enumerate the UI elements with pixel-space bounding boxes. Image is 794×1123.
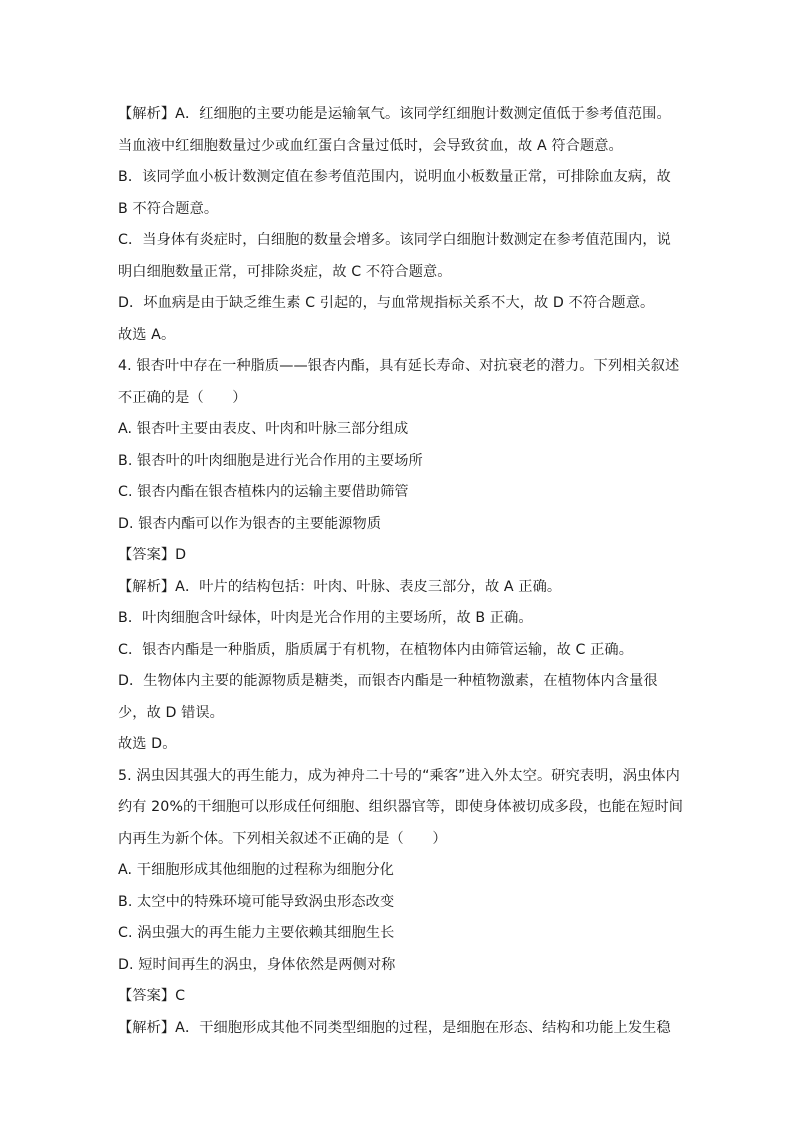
text-line: 【解析】A．叶片的结构包括：叶肉、叶脉、表皮三部分，故 A 正确。 <box>118 578 562 595</box>
text-line: C．银杏内酯是一种脂质，脂质属于有机物，在植物体内由筛管运输，故 C 正确。 <box>118 641 634 658</box>
text-line: 故选 A。 <box>118 326 176 343</box>
text-line: B．该同学血小板计数测定值在参考值范围内，说明血小板数量正常，可排除血友病，故 <box>118 169 671 185</box>
text-line: 【解析】A．干细胞形成其他不同类型细胞的过程，是细胞在形态、结构和功能上发生稳 <box>118 1019 671 1036</box>
document-body <box>118 99 683 1044</box>
text-line: 明白细胞数量正常，可排除炎症，故 C 不符合题意。 <box>118 263 452 280</box>
question-4-option-d: D. 银杏内酯可以作为银杏的主要能源物质 <box>118 515 382 532</box>
text-line: 少，故 D 错误。 <box>118 704 224 721</box>
text-line: D．坏血病是由于缺乏维生素 C 引起的，与血常规指标关系不大，故 D 不符合题意。 <box>118 295 655 311</box>
question-4-stem: 4. 银杏叶中存在一种脂质——银杏内酯，具有延长寿命、对抗衰老的潜力。下列相关叙述 <box>118 358 680 374</box>
question-5-stem: 内再生为新个体。下列相关叙述不正确的是（ ） <box>118 830 447 847</box>
question-5-option-c: C. 涡虫强大的再生能力主要依赖其细胞生长 <box>118 925 395 941</box>
text-line: B 不符合题意。 <box>118 200 219 217</box>
text-line: B．叶肉细胞含叶绿体，叶肉是光合作用的主要场所，故 B 正确。 <box>118 610 533 626</box>
question-5-option-a: A. 干细胞形成其他细胞的过程称为细胞分化 <box>118 862 394 878</box>
question-5-stem: 约有 20%的干细胞可以形成任何细胞、组织器官等，即使身体被切成多段，也能在短时间 <box>118 799 683 815</box>
text-line: 当血液中红细胞数量过少或血红蛋白含量过低时，会导致贫血，故 A 符合题意。 <box>118 137 623 154</box>
text-line: 【解析】A．红细胞的主要功能是运输氧气。该同学红细胞计数测定值低于参考值范围。 <box>118 106 671 122</box>
text-line: D．生物体内主要的能源物质是糖类，而银杏内酯是一种植物激素，在植物体内含量很 <box>118 673 658 689</box>
question-4-option-a: A. 银杏叶主要由表皮、叶肉和叶脉三部分组成 <box>118 421 409 437</box>
question-4-option-b: B. 银杏叶的叶肉细胞是进行光合作用的主要场所 <box>118 452 423 469</box>
question-4-answer: 【答案】D <box>118 547 187 563</box>
text-line: C．当身体有炎症时，白细胞的数量会增多。该同学白细胞计数测定在参考值范围内，说 <box>118 232 671 248</box>
question-5-answer: 【答案】C <box>118 988 186 1004</box>
question-5-stem: 5. 涡虫因其强大的再生能力，成为神舟二十号的“乘客”进入外太空。研究表明，涡虫体内 <box>118 767 680 784</box>
question-4-stem: 不正确的是（ ） <box>118 389 247 406</box>
question-5-option-d: D. 短时间再生的涡虫，身体依然是两侧对称 <box>118 956 396 973</box>
text-line: 故选 D。 <box>118 736 177 752</box>
question-4-option-c: C. 银杏内酯在银杏植株内的运输主要借助筛管 <box>118 484 409 500</box>
question-5-option-b: B. 太空中的特殊环境可能导致涡虫形态改变 <box>118 893 395 910</box>
